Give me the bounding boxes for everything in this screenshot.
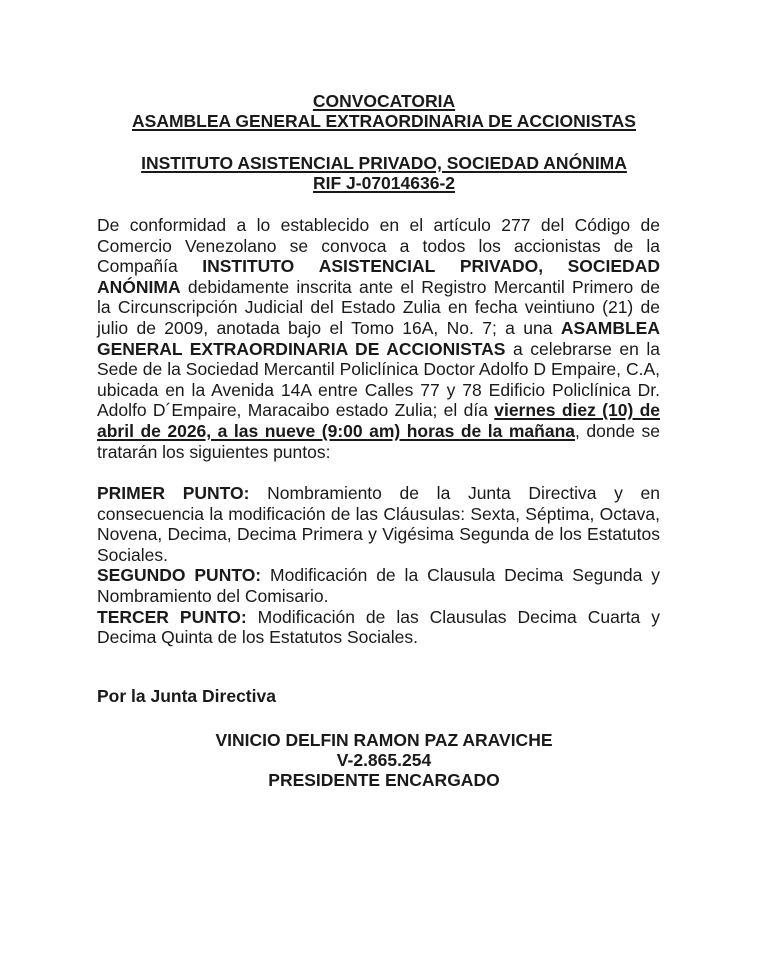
body-line (97, 400, 660, 421)
body-line (97, 318, 660, 339)
body-paragraph (97, 215, 660, 462)
on-behalf-label: Por la Junta Directiva (97, 686, 276, 706)
company-rif (0, 173, 768, 193)
body-line: Comercio Venezolano se convoca a todos los accionistas de la (97, 235, 660, 256)
body-line: De conformidad a lo establecido en el artículo 277 del Código de (97, 215, 660, 235)
company-bold: SOCIEDAD (567, 256, 660, 277)
doc-subtitle (0, 111, 768, 131)
rif-text: RIF J-07014636-2 (312, 173, 456, 193)
text: Nombramiento de la Junta Directiva y en (249, 483, 661, 503)
company-bold: ANÓNIMA (97, 276, 181, 297)
point-1-line: Novena, Decima, Decima Primera y Vigésima Segunda de los Estatutos (97, 524, 660, 545)
signatory-id: V-2.865.254 (336, 750, 432, 770)
point-3-label: TERCER PUNTO: (97, 606, 247, 627)
doc-title (0, 91, 768, 111)
company-bold: PRIVADO, (459, 256, 544, 277)
point-1-line (97, 483, 660, 504)
body-line (97, 256, 660, 277)
point-2-label: SEGUNDO PUNTO: (97, 565, 262, 586)
company-name (0, 153, 768, 173)
text: a celebrarse en la (505, 338, 660, 359)
company-text: INSTITUTO ASISTENCIAL PRIVADO, SOCIEDAD ANÓNIMA (141, 153, 627, 173)
body-line: tratarán los siguientes puntos: (97, 441, 331, 462)
text: Modificación de la Clausula Decima Segunda y (261, 565, 660, 586)
text: Compañía (97, 256, 178, 277)
point-1-label: PRIMER PUNTO: (97, 483, 250, 503)
signatory-name: VINICIO DELFIN RAMON PAZ ARAVICHE (215, 730, 553, 750)
body-line: la Circunscripción Judicial del Estado Zulia en fecha veintiuno (21) de (97, 297, 660, 318)
text: debidamente inscrita ante el Registro Mercantil Primero de (180, 276, 660, 297)
text: Modificación de las Clausulas Decima Cuarta y (246, 606, 661, 627)
body-line: ubicada en la Avenida 14A entre Calles 77 y 78 Edificio Policlínica Dr. (97, 379, 660, 400)
point-1-line: Sociales. (97, 544, 169, 565)
company-bold: ASISTENCIAL (318, 256, 436, 277)
point-3-line (97, 607, 660, 628)
date-bold: viernes diez (10) de (494, 400, 660, 421)
point-2-line (97, 565, 660, 586)
text: , donde se (575, 420, 661, 441)
assembly-bold: ASAMBLEA (560, 317, 660, 338)
body-line (97, 339, 660, 360)
signatory-role: PRESIDENTE ENCARGADO (268, 770, 500, 790)
body-line (97, 277, 660, 298)
point-3-line: Decima Quinta de los Estatutos Sociales. (97, 627, 418, 648)
body-line: Sede de la Sociedad Mercantil Policlínica Doctor Adolfo D Empaire, C.A, (97, 359, 660, 380)
subtitle-text: ASAMBLEA GENERAL EXTRAORDINARIA DE ACCIONISTAS (132, 111, 636, 131)
text: Adolfo D´Empaire, Maracaibo estado Zulia; el día (97, 400, 495, 421)
text: julio de 2009, anotada bajo el Tomo 16A, No. 7; a una (97, 317, 561, 338)
body-line (97, 421, 660, 442)
assembly-bold: GENERAL EXTRAORDINARIA DE ACCIONISTAS (97, 338, 506, 359)
point-1-line: consecuencia la modificación de las Cláusulas: Sexta, Séptima, Octava, (97, 503, 660, 524)
title-text: CONVOCATORIA (312, 91, 456, 111)
agenda-points (97, 483, 660, 648)
date-bold: abril de 2026, a las nueve (9:00 am) horas de la mañana (97, 420, 576, 441)
point-2-line: Nombramiento del Comisario. (97, 585, 329, 606)
company-bold: INSTITUTO (202, 256, 295, 277)
